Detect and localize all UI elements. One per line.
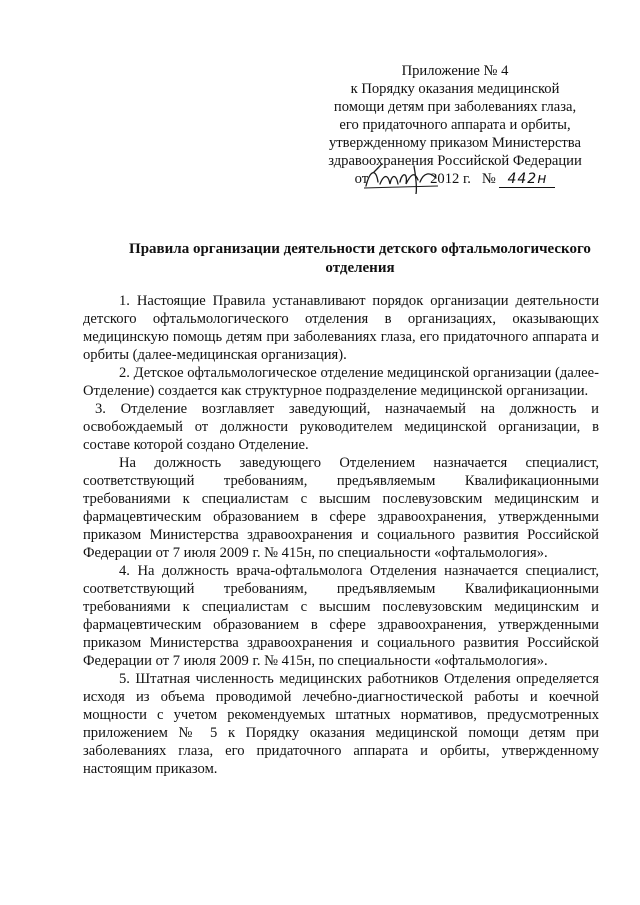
appendix-number: Приложение № 4 (401, 63, 509, 79)
paragraph-2: 2. Детское офтальмологическое отделение медицинской организации (далее-Отделение) создается как структурное подразделение медицинской организации. (83, 365, 599, 399)
appendix-line: утвержденному приказом Министерства (329, 135, 581, 151)
appendix-line: помощи детям при заболеваниях глаза, (333, 99, 577, 115)
paragraph-4: 4. На должность врача-офтальмолога Отделения назначается специалист, соответствующий требованиям, предъявляемым Квалификационными требованиями к специалистам с высшим послевузовским медицинским и фармацевтическим образованием в сфере здравоохранения, утвержденными приказом Министерства здравоохранения и социального развития Российской Федерации от 7 июля 2009 г. № 415н, по специальности «офтальмология». (83, 563, 599, 669)
appendix-line: здравоохранения Российской Федерации (328, 153, 582, 169)
appendix-header (300, 62, 610, 188)
paragraph-3: 3. Отделение возглавляет заведующий, назначаемый на должность и освобождаемый от должности руководителем медицинской организации, в составе которой создано Отделение. (83, 401, 599, 453)
title-line: отделения (325, 260, 395, 276)
paragraph-3-continued: На должность заведующего Отделением назначается специалист, соответствующий требованиям, предъявляемым Квалификационными требованиями к специалистам с высшим послевузовским медицинским и фармацевтическим образованием в сфере здравоохранения, утвержденными приказом Министерства здравоохранения и социального развития Российской Федерации от 7 июля 2009 г. № 415н, по специальности «офтальмология». (83, 455, 599, 561)
paragraph-5: 5. Штатная численность медицинских работников Отделения определяется исходя из объема проводимой лечебно-диагностической работы и коечной мощности с учетом рекомендуемых штатных нормативов, предусмотренных приложением № 5 к Порядку оказания медицинской помощи детям при заболеваниях глаза, его придаточного аппарата и орбиты, утвержденному настоящим приказом. (83, 671, 599, 777)
number-prefix: № (481, 171, 496, 187)
appendix-line: его придаточного аппарата и орбиты, (339, 117, 571, 133)
date-prefix: от (354, 171, 369, 187)
document-title (100, 240, 620, 278)
title-line: Правила организации деятельности детского офтальмологического (129, 241, 591, 257)
order-number-handwritten: 442н (499, 171, 555, 188)
order-date-line (300, 170, 610, 188)
paragraph-1: 1. Настоящие Правила устанавливают порядок организации деятельности детского офтальмологического отделения в организациях, оказывающих медицинскую помощь детям при заболеваниях глаза, его придаточного аппарата и орбиты (далее-медицинская организация). (83, 293, 599, 363)
appendix-line: к Порядку оказания медицинской (350, 81, 560, 97)
date-year: 2012 г. (430, 171, 471, 187)
document-body (83, 292, 599, 778)
